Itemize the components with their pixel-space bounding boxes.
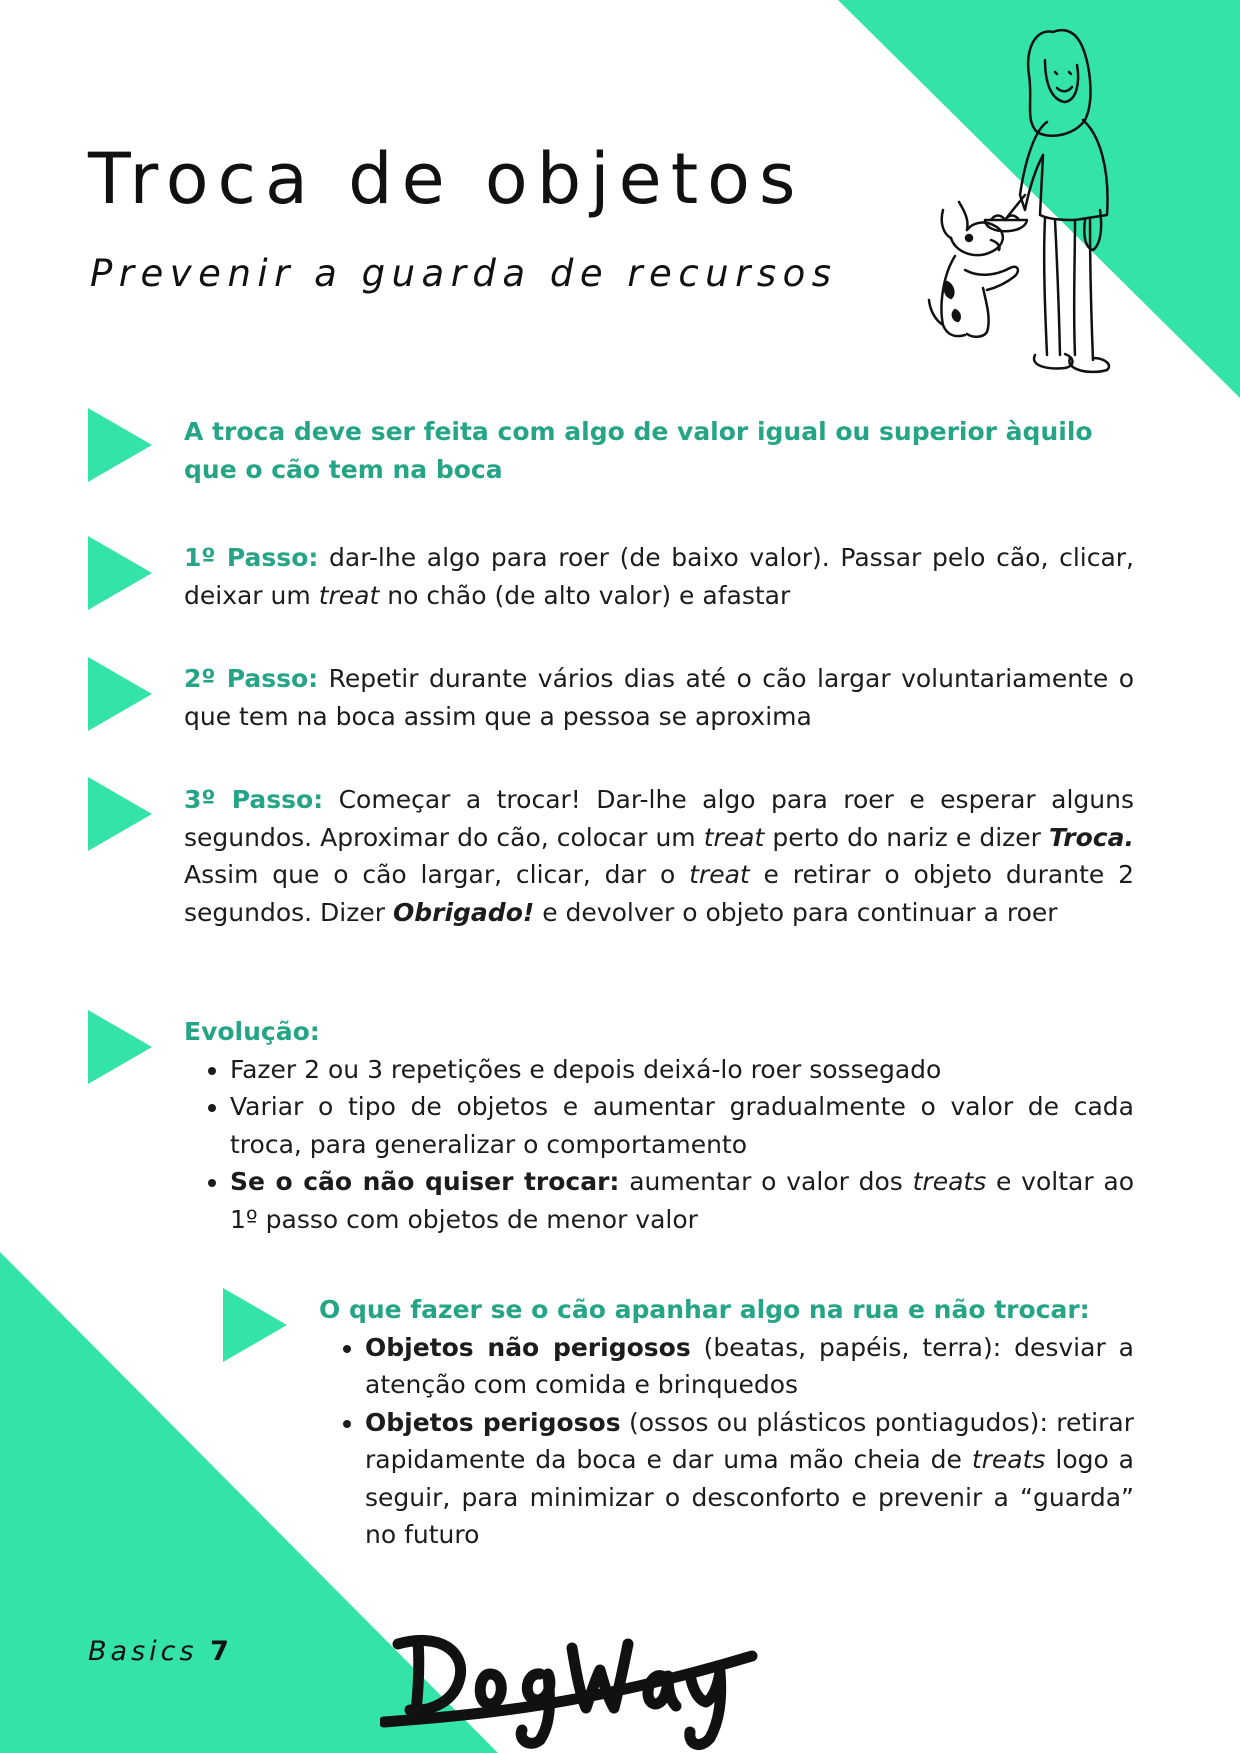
- treat-word: treat: [318, 580, 380, 610]
- obrigado-command: Obrigado!: [392, 897, 535, 927]
- list-item: [365, 1329, 1134, 1404]
- arrow-bullet-icon: [88, 536, 152, 610]
- step-2-text-part: Repetir durante vários dias até o cão largar voluntariamente o que tem na boca assim que a pessoa se aproxima: [184, 664, 1134, 731]
- step-2-label: 2º Passo:: [184, 664, 319, 693]
- step-3-section: [184, 781, 1134, 931]
- step-3-text: [184, 781, 1134, 931]
- list-item-bold: Se o cão não quiser trocar:: [230, 1167, 620, 1196]
- treat-word: treat: [689, 860, 750, 889]
- footer-section-name: Basics: [88, 1636, 198, 1667]
- footer-label: [88, 1636, 233, 1667]
- list-item-text: (beatas, papéis, terra): desviar a atenção com comida e brinquedos: [365, 1332, 1135, 1399]
- evolution-list: [184, 1051, 1134, 1239]
- step-3-text-part: e devolver o objeto para continuar a roer: [534, 897, 1058, 927]
- arrow-bullet-icon: [88, 1010, 152, 1084]
- treats-word: treats: [971, 1445, 1046, 1474]
- dogway-logo: [380, 1612, 760, 1752]
- evolution-heading: Evolução:: [184, 1017, 320, 1046]
- street-list: [319, 1329, 1134, 1554]
- list-item: • Variar o tipo de objetos e aumentar gradualmente o valor de cada troca, para generalizar o comportamento: [230, 1088, 1134, 1163]
- step-1-label: 1º Passo:: [184, 543, 319, 572]
- step-2-text: [184, 660, 1134, 735]
- street-heading: O que fazer se o cão apanhar algo na rua e não trocar:: [319, 1295, 1090, 1324]
- step-3-text-part: perto do nariz e dizer: [764, 822, 1049, 852]
- arrow-bullet-icon: [88, 777, 152, 851]
- arrow-bullet-icon: [223, 1288, 287, 1362]
- arrow-bullet-icon: [88, 657, 152, 731]
- list-item: [230, 1163, 1134, 1238]
- step-3-text-part: e retirar o objeto durante 2 segundos. Dizer: [184, 860, 1134, 927]
- step-3-text-part: Assim que o cão largar, clicar, dar o: [184, 860, 690, 889]
- step-1-text-part: no chão (de alto valor) e afastar: [379, 580, 791, 610]
- intro-text: A troca deve ser feita com algo de valor igual ou superior àquilo que o cão tem na boca: [184, 417, 1093, 484]
- list-item: • Fazer 2 ou 3 repetições e depois deixá-lo roer sossegado: [230, 1051, 1134, 1089]
- list-item-text: aumentar o valor dos: [619, 1167, 913, 1196]
- step-3-text-part: Começar a trocar! Dar-lhe algo para roer e esperar alguns segundos. Aproximar do cão, colocar um: [184, 785, 1134, 852]
- treats-word: treats: [912, 1167, 987, 1196]
- treat-word: treat: [703, 822, 765, 852]
- street-section: [319, 1291, 1134, 1554]
- list-item-text: e voltar ao 1º passo com objetos de menor valor: [230, 1167, 1134, 1234]
- step-3-label: 3º Passo:: [184, 785, 324, 814]
- list-item-bold: Objetos perigosos: [365, 1407, 621, 1437]
- troca-command: Troca.: [1049, 822, 1134, 852]
- page-subtitle: Prevenir a guarda de recursos: [90, 252, 838, 295]
- step-1-text: [184, 539, 1134, 614]
- list-item-bold: Objetos não perigosos: [365, 1332, 691, 1362]
- person-and-dog-illustration: [925, 20, 1175, 390]
- list-item-text: (ossos ou plásticos pontiagudos): retirar rapidamente da boca e dar uma mão cheia de: [365, 1407, 1134, 1474]
- list-item: [365, 1404, 1134, 1554]
- page-title: Troca de objetos: [88, 138, 805, 220]
- step-1-section: [184, 539, 1134, 614]
- step-1-text-part: dar-lhe algo para roer (de baixo valor). Passar pelo cão, clicar, deixar um: [184, 543, 1134, 610]
- page-number: 7: [210, 1636, 233, 1667]
- arrow-bullet-icon: [88, 408, 152, 482]
- intro-section: [184, 413, 1134, 488]
- step-2-section: [184, 660, 1134, 735]
- list-item-text: logo a seguir, para minimizar o desconforto e prevenir a “guarda” no futuro: [365, 1445, 1135, 1549]
- evolution-section: [184, 1013, 1134, 1238]
